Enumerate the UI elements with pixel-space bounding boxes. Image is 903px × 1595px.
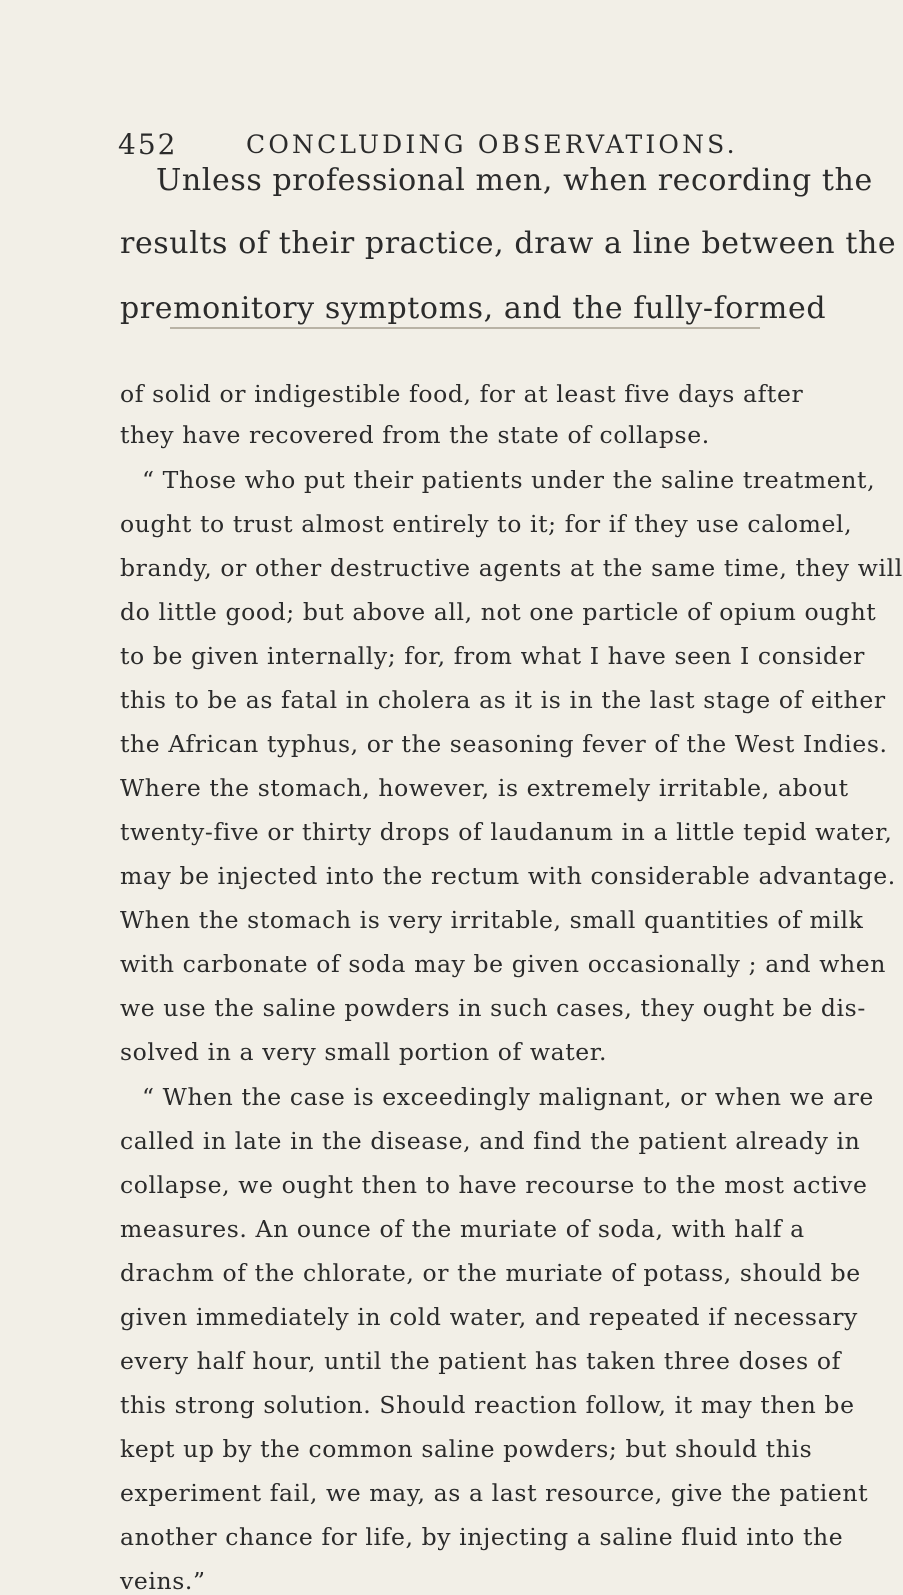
text-line: every half hour, until the patient has taken three doses of [120, 1347, 841, 1375]
section-divider [170, 327, 760, 329]
text-line: measures. An ounce of the muriate of soda, with half a [120, 1215, 805, 1243]
text-line: twenty-five or thirty drops of laudanum in a little tepid water, [120, 818, 893, 846]
text-line: results of their practice, draw a line between the [120, 226, 897, 261]
text-line: we use the saline powders in such cases, they ought be dis- [120, 994, 866, 1022]
text-line: collapse, we ought then to have recourse to the most active [120, 1171, 868, 1199]
text-line: ought to trust almost entirely to it; for if they use calomel, [120, 510, 853, 538]
text-line: to be given internally; for, from what I have seen I consider [120, 642, 865, 670]
text-line: When the stomach is very irritable, small quantities of milk [120, 906, 864, 934]
text-line: this to be as fatal in cholera as it is in the last stage of either [120, 686, 886, 714]
running-title: CONCLUDING OBSERVATIONS. [246, 130, 738, 159]
text-line: Where the stomach, however, is extremely irritable, about [120, 774, 849, 802]
text-line: this strong solution. Should reaction follow, it may then be [120, 1391, 855, 1419]
running-head [118, 128, 778, 168]
text-line: veins.” [120, 1567, 206, 1595]
text-line: premonitory symptoms, and the fully-formed [120, 291, 827, 326]
text-line: they have recovered from the state of collapse. [120, 421, 710, 449]
text-line: may be injected into the rectum with considerable advantage. [120, 862, 896, 890]
text-line: drachm of the chlorate, or the muriate of potass, should be [120, 1259, 861, 1287]
text-line: experiment fail, we may, as a last resource, give the patient [120, 1479, 869, 1507]
text-line: kept up by the common saline powders; but should this [120, 1435, 813, 1463]
text-line: with carbonate of soda may be given occasionally ; and when [120, 950, 886, 978]
text-line: another chance for life, by injecting a saline fluid into the [120, 1523, 844, 1551]
text-line: “ Those who put their patients under the saline treatment, [142, 466, 876, 494]
text-line: solved in a very small portion of water. [120, 1038, 608, 1066]
page-number: 452 [118, 128, 178, 161]
text-line: brandy, or other destructive agents at the same time, they will [120, 554, 903, 582]
text-line: given immediately in cold water, and repeated if necessary [120, 1303, 858, 1331]
text-line: Unless professional men, when recording the [156, 163, 873, 198]
text-line: do little good; but above all, not one particle of opium ought [120, 598, 877, 626]
text-line: called in late in the disease, and find the patient already in [120, 1127, 861, 1155]
text-line: “ When the case is exceedingly malignant, or when we are [142, 1083, 874, 1111]
text-line: the African typhus, or the seasoning fever of the West Indies. [120, 730, 888, 758]
text-line: of solid or indigestible food, for at least five days after [120, 380, 804, 408]
